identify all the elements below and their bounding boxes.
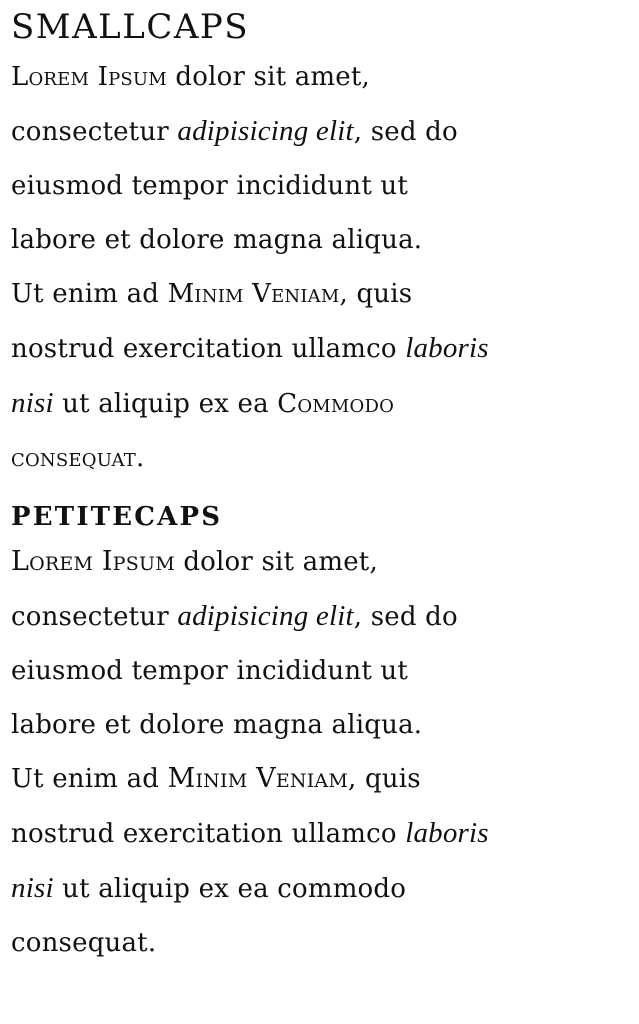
- body-text: , quis: [348, 764, 421, 794]
- text-line: [11, 589, 639, 644]
- small-caps-text: Lorem Ipsum: [11, 62, 167, 92]
- text-line: [11, 50, 639, 104]
- italic-text: nisi: [11, 387, 54, 419]
- italic-text: adipisicing elit: [177, 600, 354, 632]
- text-line: [11, 752, 639, 806]
- italic-text: laboris: [405, 817, 489, 849]
- paragraph-petitecaps: [11, 535, 639, 970]
- body-text: ut aliquip ex ea: [53, 389, 278, 419]
- section-title-smallcaps: SMALLCAPS: [11, 7, 250, 47]
- body-text: , sed do: [353, 117, 458, 147]
- body-text: , sed do: [353, 602, 458, 632]
- italic-text: laboris: [405, 332, 489, 364]
- small-caps-text: Minim Veniam: [167, 279, 340, 309]
- text-line: [11, 698, 639, 752]
- text-line: [11, 321, 639, 376]
- section-title-petitecaps: PETITECAPS: [11, 502, 223, 532]
- body-text: consequat.: [11, 928, 157, 958]
- text-line: [11, 104, 639, 159]
- text-line: [11, 213, 639, 267]
- small-caps-text: Lorem Ipsum: [11, 546, 175, 577]
- body-text: eiusmod tempor incididunt ut: [11, 656, 409, 686]
- text-line: [11, 376, 639, 431]
- paragraph-smallcaps: [11, 50, 639, 485]
- body-text: Ut enim ad: [11, 279, 168, 309]
- body-text: ut aliquip ex ea commodo: [53, 874, 407, 904]
- body-text: Ut enim ad: [11, 764, 168, 794]
- small-caps-text: Minim Veniam: [167, 763, 349, 794]
- italic-text: adipisicing elit: [177, 115, 354, 147]
- text-line: [11, 267, 639, 321]
- text-line: [11, 644, 639, 698]
- text-line: [11, 861, 639, 916]
- body-text: eiusmod tempor incididunt ut: [11, 171, 409, 201]
- body-text: dolor sit amet,: [166, 62, 370, 92]
- body-text: dolor sit amet,: [174, 547, 378, 577]
- text-line: [11, 806, 639, 861]
- small-caps-text: Commodo: [277, 389, 395, 419]
- body-text: nostrud exercitation ullamco: [11, 819, 406, 849]
- body-text: consectetur: [11, 117, 178, 147]
- text-line: [11, 159, 639, 213]
- italic-text: nisi: [11, 872, 54, 904]
- body-text: nostrud exercitation ullamco: [11, 334, 406, 364]
- text-line: [11, 431, 639, 485]
- small-caps-text: consequat.: [11, 443, 145, 473]
- body-text: , quis: [339, 279, 413, 309]
- text-line: [11, 535, 639, 589]
- body-text: consectetur: [11, 602, 178, 632]
- text-line: [11, 916, 639, 970]
- body-text: labore et dolore magna aliqua.: [11, 710, 423, 740]
- body-text: labore et dolore magna aliqua.: [11, 225, 423, 255]
